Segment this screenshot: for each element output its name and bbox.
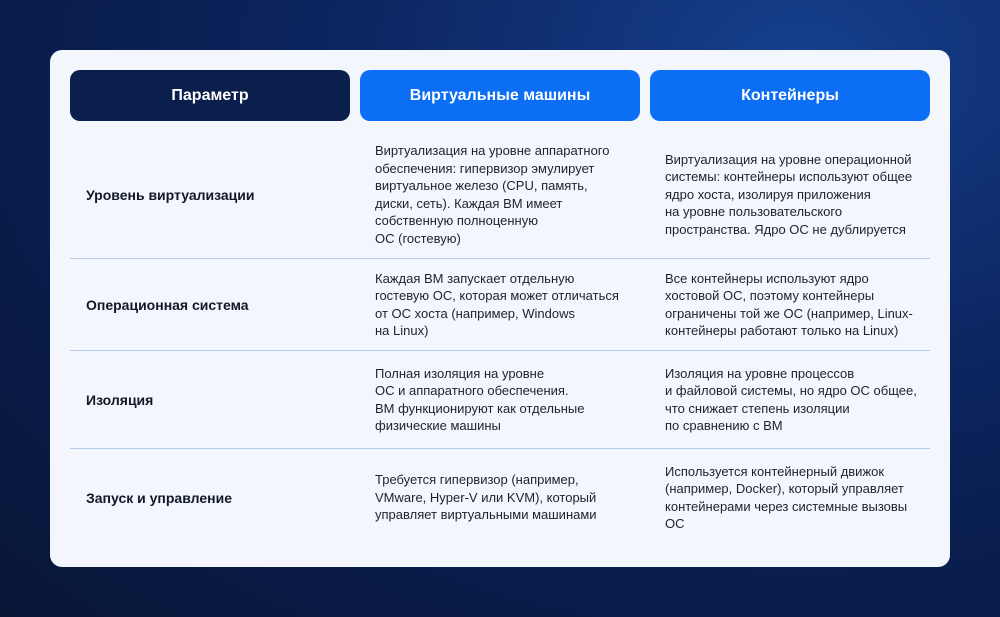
row-label xyxy=(86,259,346,350)
table-row xyxy=(70,351,930,449)
vm-cell xyxy=(375,131,645,258)
comparison-card xyxy=(50,50,950,567)
table-row xyxy=(70,449,930,546)
containers-cell-text: Используется контейнерный движок (например, Docker), который управляет контейнерами через системные вызовы ОС xyxy=(665,463,908,531)
vm-cell xyxy=(375,449,645,546)
row-label-text: Уровень виртуализации xyxy=(86,186,255,203)
vm-cell xyxy=(375,259,645,350)
containers-cell-text: Изоляция на уровне процессов и файловой системы, но ядро ОС общее, что снижает степень изоляции по сравнению с ВМ xyxy=(665,365,917,433)
header-virtual-machines-label: Виртуальные машины xyxy=(409,86,591,104)
header-virtual-machines xyxy=(360,70,640,121)
vm-cell-text: Требуется гипервизор (например, VMware, Hyper-V или KVM), который управляет виртуальными машинами xyxy=(375,472,597,523)
containers-cell xyxy=(665,449,935,546)
vm-cell-text: Полная изоляция на уровне ОС и аппаратного обеспечения. ВМ функционируют как отдельные физические машины xyxy=(375,365,585,433)
row-label-text: Операционная система xyxy=(86,296,249,313)
containers-cell-text: Виртуализация на уровне операционной системы: контейнеры используют общее ядро хоста, изолируя приложения на уровне пользовательского пространства. Ядро ОС не дублируется xyxy=(665,151,913,237)
containers-cell-text: Все контейнеры используют ядро хостовой ОС, поэтому контейнеры ограничены той же ОС (например, Linux- контейнеры работают только на Linux) xyxy=(665,270,913,338)
header-parameter-label: Параметр xyxy=(171,86,249,104)
vm-cell-text: Каждая ВМ запускает отдельную гостевую ОС, которая может отличаться от ОС хоста (например, Windows на Linux) xyxy=(375,270,619,338)
containers-cell xyxy=(665,351,935,448)
row-label xyxy=(86,131,346,258)
row-label-text: Изоляция xyxy=(86,391,154,408)
table-row xyxy=(70,131,930,259)
containers-cell xyxy=(665,131,935,258)
row-label xyxy=(86,449,346,546)
header-containers xyxy=(650,70,930,121)
table-row xyxy=(70,259,930,351)
vm-cell-text: Виртуализация на уровне аппаратного обеспечения: гипервизор эмулирует виртуальное железо (CPU, память, диски, сеть). Каждая ВМ имеет собственную полноценную ОС (гостевую) xyxy=(375,143,610,246)
row-label xyxy=(86,351,346,448)
header-containers-label: Контейнеры xyxy=(741,86,839,104)
header-parameter xyxy=(70,70,350,121)
row-label-text: Запуск и управление xyxy=(86,489,232,506)
containers-cell xyxy=(665,259,935,350)
vm-cell xyxy=(375,351,645,448)
